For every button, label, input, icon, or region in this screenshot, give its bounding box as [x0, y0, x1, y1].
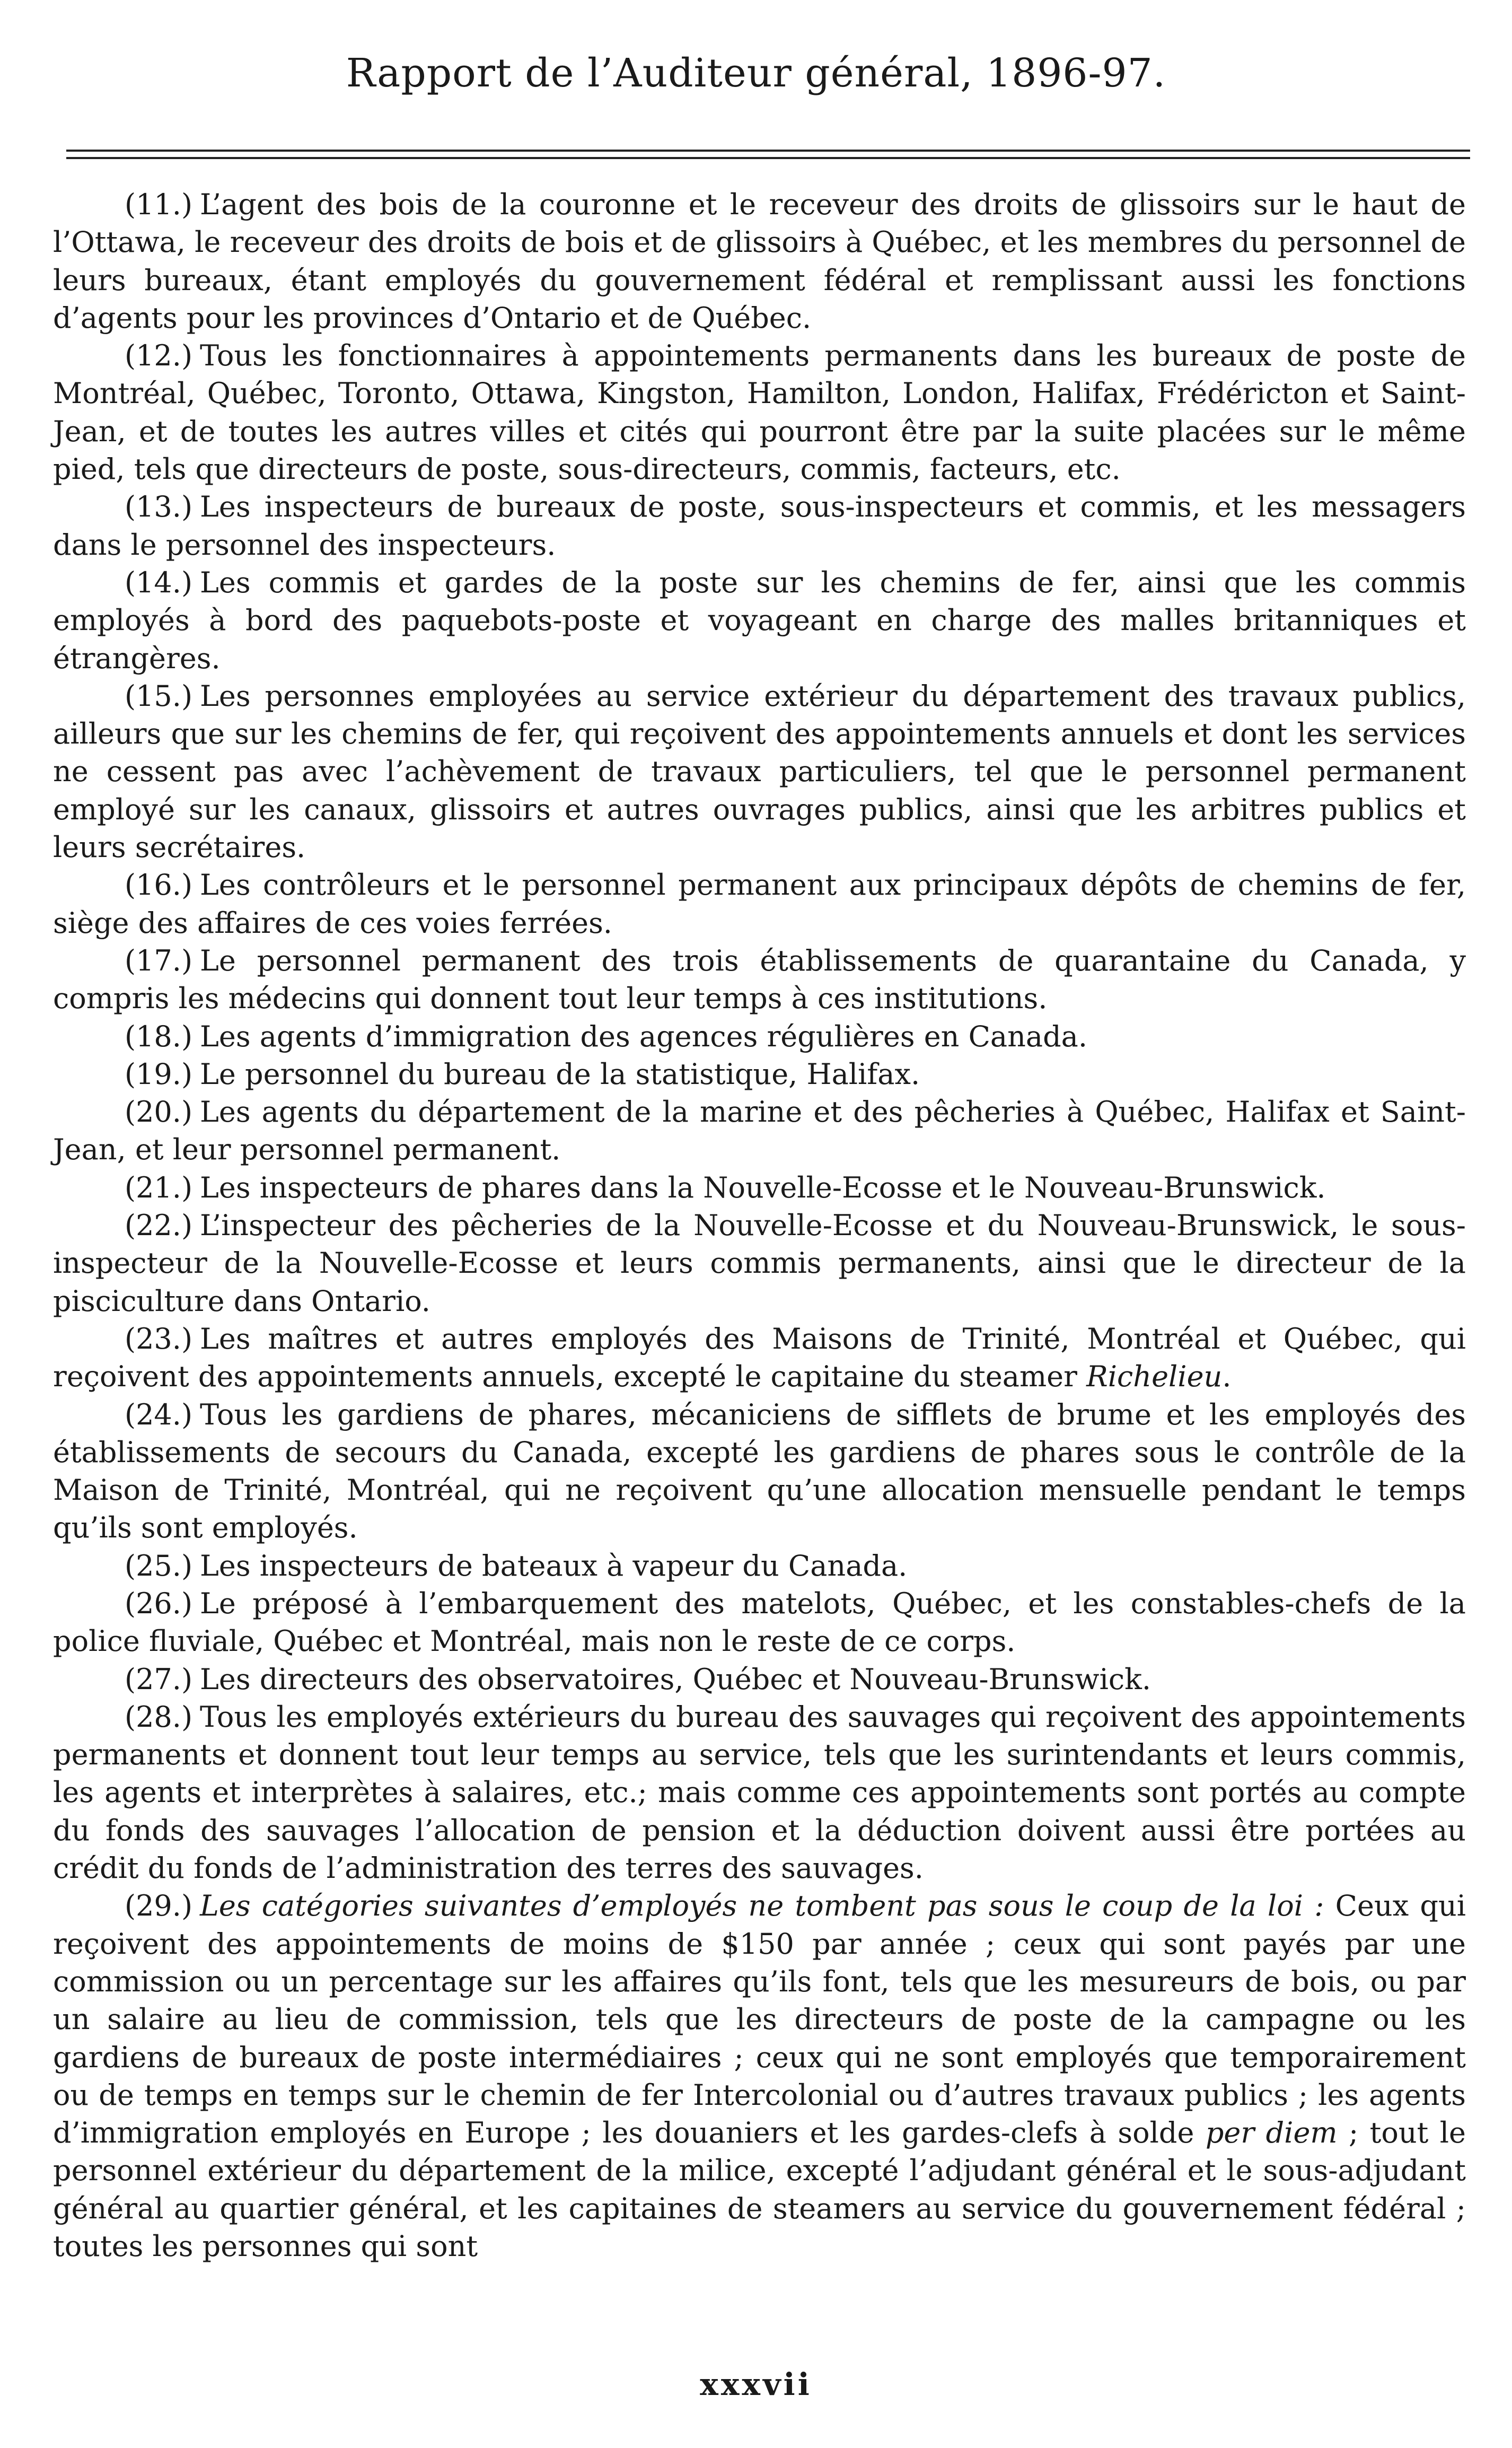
paragraph-text: Les inspecteurs de bateaux à vapeur du Canada. — [200, 1549, 908, 1583]
body-text — [53, 186, 1466, 2265]
paragraph-number: (12.) — [125, 339, 193, 373]
paragraph-text: Les agents du département de la marine et des pêcheries à Québec, Halifax et Saint-Jean, et leur personnel permanent. — [53, 1095, 1466, 1167]
per-diem-term: per diem — [1205, 2116, 1338, 2150]
paragraph-25 — [53, 1547, 1466, 1585]
paragraph-number: (14.) — [125, 565, 193, 599]
paragraph-13 — [53, 488, 1466, 564]
paragraph-23 — [53, 1320, 1466, 1396]
paragraph-text: Les directeurs des observatoires, Québec et Nouveau-Brunswick. — [200, 1662, 1151, 1696]
paragraph-text: Les contrôleurs et le personnel permanent aux principaux dépôts de chemins de fer, siège des affaires de ces voies ferrées. — [53, 868, 1466, 940]
paragraph-number: (21.) — [125, 1170, 193, 1204]
paragraph-18 — [53, 1018, 1466, 1055]
paragraph-number: (20.) — [125, 1095, 193, 1129]
paragraph-text: Tous les employés extérieurs du bureau des sauvages qui reçoivent des appointements permanents et donnent tout leur temps au service, tels que les surintendants et leurs commis, les agents et interprètes à salaires, etc.; mais comme ces appointements sont portés au compte du fonds des sauvages l’allocation de pension et la déduction doivent aussi être portées au crédit du fonds de l’administration des terres des sauvages. — [53, 1700, 1466, 1885]
paragraph-28 — [53, 1698, 1466, 1887]
paragraph-number: (26.) — [125, 1586, 193, 1620]
paragraph-text: Le préposé à l’embarquement des matelots, Québec, et les constables-chefs de la police fluviale, Québec et Montréal, mais non le reste de ce corps. — [53, 1586, 1466, 1658]
paragraph-text-end: . — [1222, 1360, 1232, 1394]
paragraph-20 — [53, 1093, 1466, 1169]
paragraph-15 — [53, 677, 1466, 866]
header-rule-top — [66, 150, 1470, 152]
paragraph-text: Les personnes employées au service extérieur du département des travaux publics, ailleurs que sur les chemins de fer, qui reçoivent des appointements annuels et dont les services ne cessent pas avec l’achèvement de travaux particuliers, tel que le personnel permanent employé sur les canaux, glissoirs et autres ouvrages publics, ainsi que les arbitres publics et leurs secrétaires. — [53, 679, 1466, 864]
paragraph-27 — [53, 1660, 1466, 1698]
exclusion-heading: Les catégories suivantes d’employés ne tombent pas sous le coup de la loi : — [200, 1889, 1324, 1923]
paragraph-text: L’inspecteur des pêcheries de la Nouvelle-Ecosse et du Nouveau-Brunswick, le sous-inspecteur de la Nouvelle-Ecosse et leurs commis permanents, ainsi que le directeur de la pisciculture dans Ontario. — [53, 1209, 1466, 1318]
paragraph-number: (24.) — [125, 1397, 193, 1431]
paragraph-number: (17.) — [125, 943, 193, 977]
page-number: xxxvii — [700, 2366, 812, 2402]
paragraph-number: (27.) — [125, 1662, 193, 1696]
paragraph-number: (28.) — [125, 1700, 193, 1734]
paragraph-number: (16.) — [125, 868, 193, 902]
header-rule-bottom — [66, 157, 1470, 159]
paragraph-14 — [53, 564, 1466, 677]
paragraph-number: (13.) — [125, 490, 193, 524]
paragraph-11 — [53, 186, 1466, 337]
paragraph-number: (19.) — [125, 1057, 193, 1091]
paragraph-number: (25.) — [125, 1549, 193, 1583]
paragraph-17 — [53, 942, 1466, 1018]
paragraph-text: L’agent des bois de la couronne et le receveur des droits de glissoirs sur le haut de l’Ottawa, le receveur des droits de bois et de glissoirs à Québec, et les membres du personnel de leurs bureaux, étant employés du gouvernement fédéral et remplissant aussi les fonctions d’agents pour les provinces d’Ontario et de Québec. — [53, 188, 1466, 335]
paragraph-text: Tous les fonctionnaires à appointements permanents dans les bureaux de poste de Montréal, Québec, Toronto, Ottawa, Kingston, Hamilton, London, Halifax, Frédéricton et Saint-Jean, et de toutes les autres villes et cités qui pourront être par la suite placées sur le même pied, tels que directeurs de poste, sous-directeurs, commis, facteurs, etc. — [53, 339, 1466, 486]
paragraph-text: Ceux qui reçoivent des appointements de moins de $150 par année ; ceux qui sont payés par une commission ou un percentage sur les affaires qu’ils font, tels que les mesureurs de bois, ou par un salaire au lieu de commission, tels que les directeurs de poste de la campagne ou les gardiens de bureaux de poste intermédiaires ; ceux qui ne sont employés que temporairement ou de temps en temps sur le chemin de fer Intercolonial ou d’autres travaux publics ; les agents d’immigration employés en Europe ; les douaniers et les gardes-clefs à solde — [53, 1889, 1466, 2150]
paragraph-number: (15.) — [125, 679, 193, 713]
paragraph-text: Les inspecteurs de bureaux de poste, sous-inspecteurs et commis, et les messagers dans le personnel des inspecteurs. — [53, 490, 1466, 562]
paragraph-19 — [53, 1055, 1466, 1093]
paragraph-number: (18.) — [125, 1019, 193, 1053]
paragraph-26 — [53, 1585, 1466, 1660]
page-header-title: Rapport de l’Auditeur général, 1896-97. — [346, 50, 1166, 96]
paragraph-22 — [53, 1206, 1466, 1320]
paragraph-text: Les inspecteurs de phares dans la Nouvelle-Ecosse et le Nouveau-Brunswick. — [200, 1170, 1326, 1204]
paragraph-number: (29.) — [125, 1889, 193, 1923]
paragraph-text: Le personnel du bureau de la statistique, Halifax. — [200, 1057, 920, 1091]
paragraph-16 — [53, 866, 1466, 942]
paragraph-24 — [53, 1396, 1466, 1547]
paragraph-number: (22.) — [125, 1209, 193, 1243]
paragraph-text: Les commis et gardes de la poste sur les chemins de fer, ainsi que les commis employés à bord des paquebots-poste et voyageant en charge des malles britanniques et étrangères. — [53, 565, 1466, 675]
paragraph-text: Les agents d’immigration des agences régulières en Canada. — [200, 1019, 1088, 1053]
paragraph-21 — [53, 1169, 1466, 1206]
paragraph-text: Le personnel permanent des trois établissements de quarantaine du Canada, y compris les médecins qui donnent tout leur temps à ces institutions. — [53, 943, 1466, 1016]
paragraph-text: Tous les gardiens de phares, mécaniciens de sifflets de brume et les employés des établissements de secours du Canada, excepté les gardiens de phares sous le contrôle de la Maison de Trinité, Montréal, qui ne reçoivent qu’une allocation mensuelle pendant le temps qu’ils sont employés. — [53, 1397, 1466, 1545]
paragraph-29 — [53, 1887, 1466, 2265]
paragraph-12 — [53, 337, 1466, 488]
paragraph-number: (11.) — [125, 188, 193, 221]
paragraph-text-continued: ; tout le personnel extérieur du département de la milice, excepté l’adjudant général et le sous-adjudant général au quartier général, et les capitaines de steamers au service du gouvernement fédéral ; toutes les personnes qui sont — [53, 2116, 1466, 2263]
steamer-name: Richelieu — [1086, 1360, 1223, 1394]
paragraph-number: (23.) — [125, 1322, 193, 1356]
paragraph-text: Les maîtres et autres employés des Maisons de Trinité, Montréal et Québec, qui reçoivent des appointements annuels, excepté le capitaine du steamer — [53, 1322, 1466, 1394]
